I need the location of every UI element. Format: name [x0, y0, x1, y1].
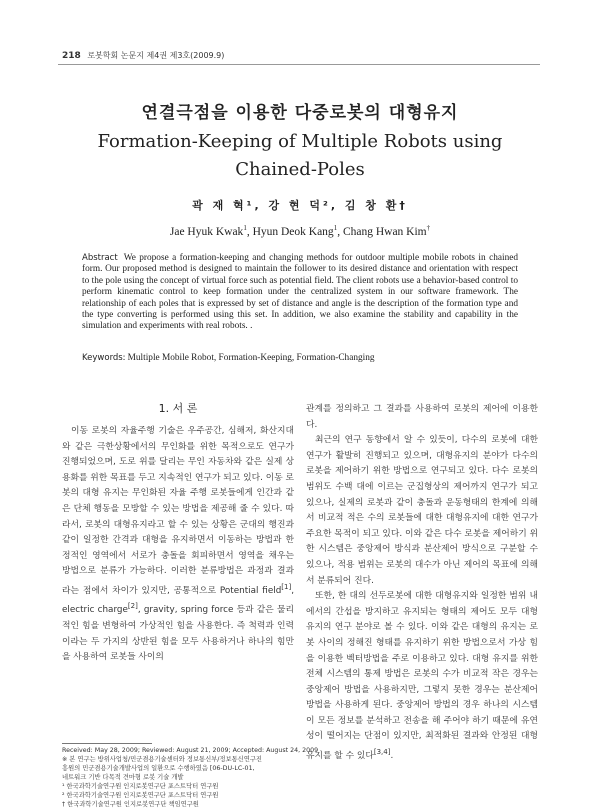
right-column	[306, 402, 538, 765]
journal-name: 로봇학회 논문지 제4권 제3호(2009.9)	[87, 51, 225, 60]
paragraph	[62, 424, 294, 666]
authors-korean: 곽 재 혁¹, 강 현 덕², 김 창 환†	[192, 199, 408, 212]
paragraph-text: , gravity, spring force 등과 같은 물리적인 힘을 변형하여 가상적인 힘을 사용한다. 즉 척력과 인력이라는 두 가지의 상반된 힘을 모두 사용하거나 하나의 힘만을 사용하여 로봇들 사이의	[62, 605, 294, 663]
title-korean: 연결극점을 이용한 다중로봇의 대형유지	[141, 103, 459, 123]
author-3: Chang Hwan Kim	[342, 225, 427, 238]
section-heading-introduction: 1. 서 론	[158, 402, 198, 415]
abstract	[82, 253, 518, 333]
footnote-affiliation: ¹ 한국과학기술연구원 인지로봇연구단 포스트닥터 연구원	[62, 783, 219, 790]
footnote-affiliation: ² 한국과학기술연구원 인지로봇연구단 포스트닥터 연구원	[62, 792, 219, 799]
abstract-label: Abstract	[82, 253, 118, 263]
paragraph-text: 또한, 한 대의 선두로봇에 대한 대형유지와 일정한 범위 내에서의 간섭을 방지하고 유지되는 형태의 제어도 모두 대형유지의 연구 분야로 볼 수 있다. 이와 같은 대형의 유지는 로봇 사이의 정해진 형태를 유지하기 위한 방법으로서 가상 힘을 이용한 벡터방법을 주로 이용하고 있다. 대형 유지를 위한 전체 시스템의 통제 방법은 로봇의 수가 비교적 작은 경우는 중앙제어 방법을 사용하지만, 그렇지 못한 경우는 분산제어 방법을 사용하게 된다. 중앙제어 방법의 경우 하나의 시스템이 모든 정보를 분석하고 전송을 해 주어야 하기 때문에 유연성이 떨어지는 단점이 있지만, 최적화된 결과와 안정된 대형유지를 할 수 있다	[306, 591, 538, 761]
citation: [1]	[281, 582, 292, 591]
abstract-text: We propose a formation-keeping and changing methods for outdoor multiple mobile robots in chained form. Our proposed method is designed to maintain the follower to its desired distance and orientation with respect to the pole using the concept of virtual force such as potential field. The client robots use a behavior-based control to perform kinematic control to keep formation under the centralized system in our software framework. The relationship of each poles that is expressed by set of distance and angle is the description of the formation type and the type converting is performed using this set. In addition, we also examine the stability and capability in the simulation and experiments with real robots. .	[82, 253, 518, 332]
author-1-affil: 1	[243, 224, 247, 232]
author-3-affil: †	[426, 224, 431, 232]
authors-english: Jae Hyuk Kwak$^1$, Hyun Deok Kang$^1$, Chang Hwan Kim†	[169, 224, 431, 238]
footnote-funding: ※ 본 연구는 방위사업청/민군겸용기술센터와 정보통신부/정보통신연구진	[62, 756, 263, 763]
left-column	[62, 424, 294, 666]
keywords	[82, 353, 518, 363]
footnote-rule	[62, 743, 152, 744]
footnote-funding: 흥원의 민군겸용기술개발사업의 일환으로 수행하였음 [06-DU-LC-01,	[62, 765, 255, 772]
title-english-line1: Formation-Keeping of Multiple Robots using	[97, 131, 503, 152]
paragraph-end: .	[390, 750, 394, 761]
author-2: Hyun Deok Kang	[252, 225, 334, 238]
paragraph: 최근의 연구 동향에서 알 수 있듯이, 다수의 로봇에 대한 연구가 활발히 진행되고 있으며, 대형유지의 분야가 다수의 로봇을 제어하기 위한 방법으로 연구되고 있다. 다수 로봇의 범위도 수백 대에 이르는 군집형상의 제어까지 연구가 되고 있으나, 실제의 로봇과 같이 충돌과 운동형태의 한계에 의해서 비교적 적은 수의 로봇들에 대한 대형유지에 대한 연구가 주요한 목적이 되고 있다. 이와 같은 다수 로봇을 제어하기 위한 시스템은 중앙제어 방식과 분산제어 방식으로 구분할 수 있으나, 적용 범위는 로봇의 대수가 아닌 제어의 목표에 의해서 분류되어 진다.	[306, 435, 538, 586]
paragraph: 관계를 정의하고 그 결과를 사용하여 로봇의 제어에 이용한다.	[306, 404, 538, 430]
footnote-funding: 네트워크 기반 다목적 견마형 로봇 기술 개발	[62, 774, 184, 781]
paragraph-text: , electric charge	[62, 585, 294, 616]
footnote-received: Received: May 28, 2009; Reviewed: August 21, 2009; Accepted: August 24, 2009	[62, 747, 319, 754]
keywords-text: : Multiple Mobile Robot, Formation-Keeping, Formation-Changing	[122, 353, 375, 363]
title-english-line2: Chained-Poles	[235, 159, 365, 180]
paragraph	[306, 589, 538, 764]
author-1: Jae Hyuk Kwak	[169, 225, 244, 238]
keywords-label: Keywords	[82, 353, 123, 363]
page-number: 218	[62, 51, 81, 61]
citation: [2]	[127, 602, 138, 611]
citation: [3,4]	[373, 748, 391, 757]
running-header	[62, 50, 224, 61]
paragraph-text: 이동 로봇의 자율주행 기술은 우주공간, 심해저, 화산지대와 같은 극한상황에서의 무인화를 위한 목적으로도 연구가 진행되었으며, 도로 위를 달리는 무인 자동차와 같은 실제 상용화를 위한 목표를 두고 지속적인 연구가 되고 있다. 이동 로봇의 대형 유지는 무인화된 자율 주행 로봇들에게 인간과 같은 단체 행동을 모방할 수 있는 방법을 제공해 줄 수 있다. 따라서, 로봇의 대형유지라고 할 수 있는 상황은 군대의 행진과 같이 일정한 간격과 대형을 유지하면서 이동하는 방법과 한정적인 영역에서 서로가 충돌을 회피하면서 영역을 채우는 방법으로 분류가 가능하다. 이러한 분류방법은 과정과 결과라는 점에서 차이가 있지만, 공통적으로 Potential field	[62, 426, 294, 596]
footnote-affiliation: † 한국과학기술연구원 인지로봇연구단 책임연구원	[62, 801, 199, 808]
title-english	[0, 128, 600, 184]
author-2-affil: 1	[333, 224, 338, 232]
header-rule	[58, 64, 540, 65]
